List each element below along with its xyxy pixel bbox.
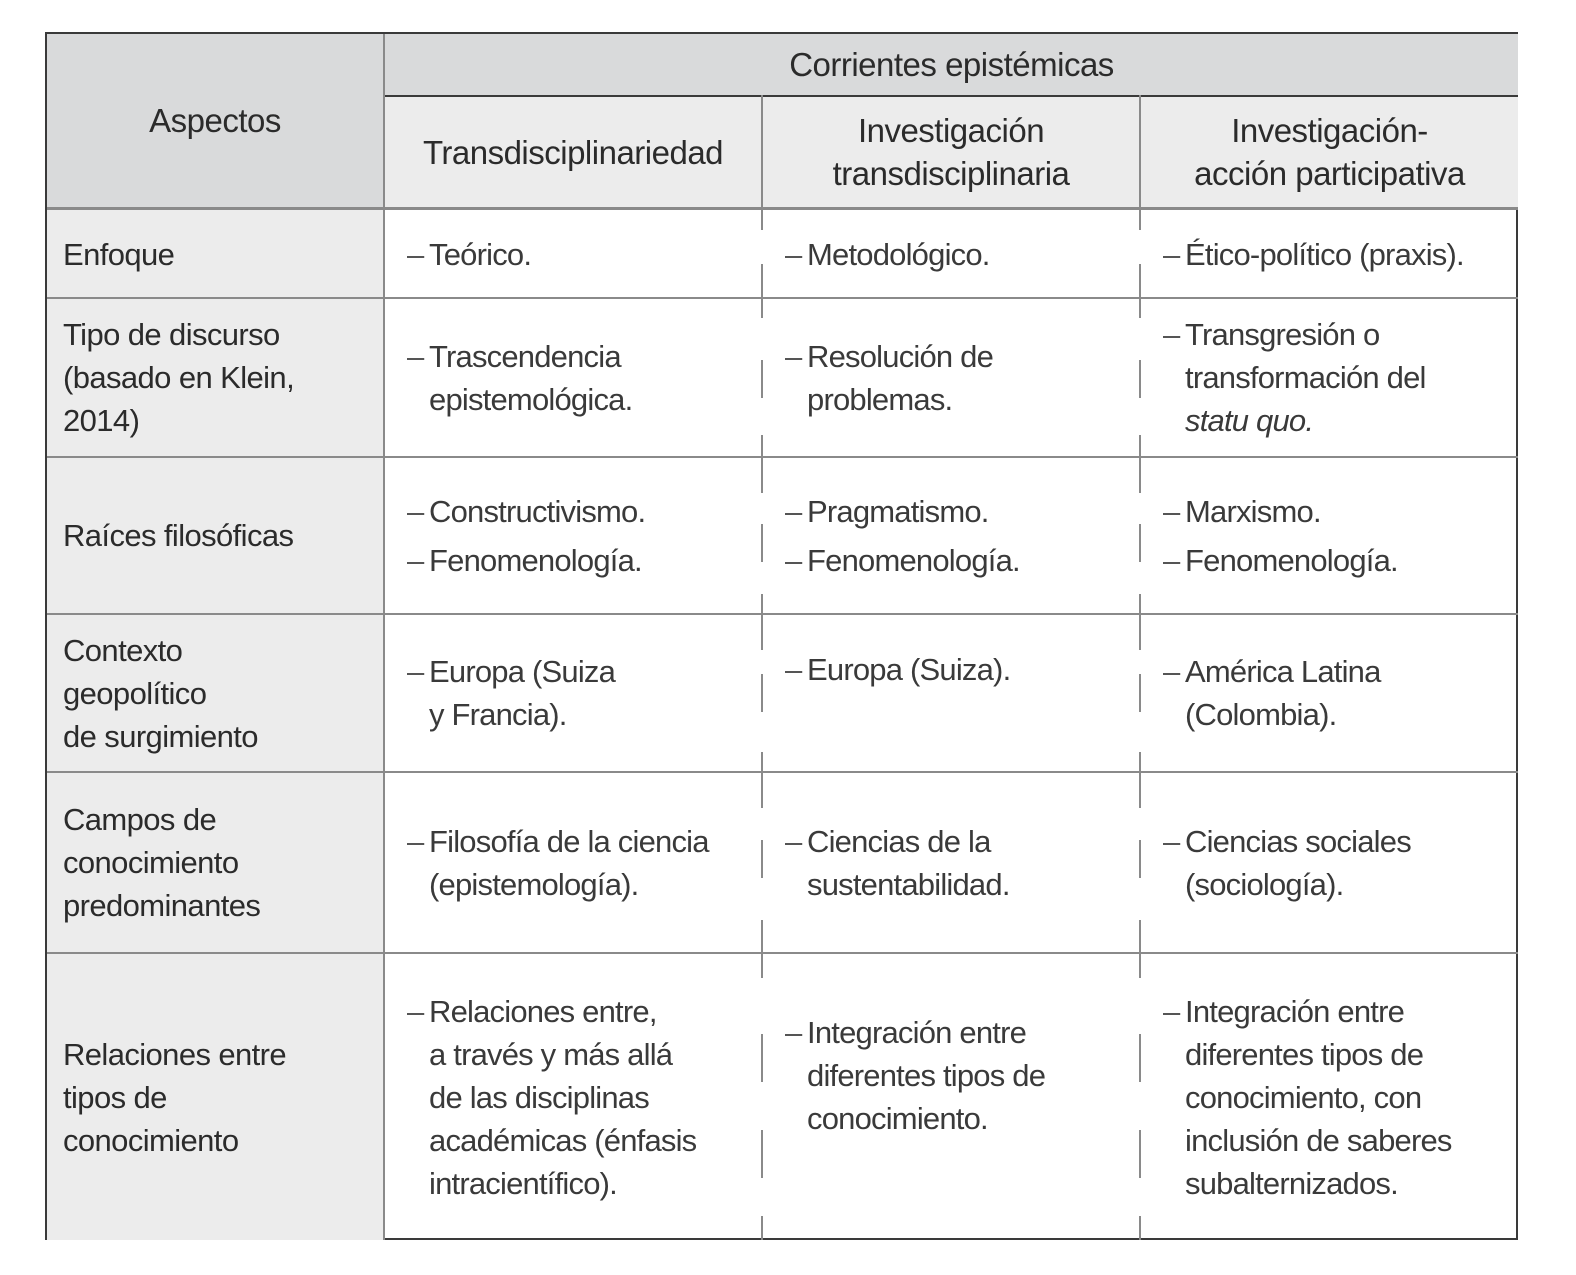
row-aspect-contexto (47, 615, 383, 771)
row-aspect-raices (47, 458, 383, 613)
aspect-label: Raíces filosóficas (63, 518, 294, 553)
aspect-label: Enfoque (63, 236, 175, 272)
cell-raices-iap (1141, 458, 1518, 613)
cell-enfoque-transdisciplinariedad (385, 210, 761, 298)
corner-header-cell (47, 34, 383, 207)
cell-campos-transdisciplinariedad (385, 773, 761, 952)
cell-enfoque-iap (1141, 210, 1518, 298)
column-header-transdisciplinariedad (385, 97, 761, 207)
list-item: – Filosofía de la ciencia (epistemología). (407, 820, 709, 906)
list-item: – Resolución de problemas. (785, 335, 993, 421)
cell-contexto-transdisciplinariedad (385, 615, 761, 771)
list-item: – Fenomenología. (1163, 539, 1398, 582)
aspect-label: geopolítico (63, 675, 207, 711)
list-item: – América Latina (Colombia). (1163, 650, 1381, 736)
aspect-label: predominantes (63, 888, 261, 923)
list-item: – Pragmatismo. (785, 490, 1020, 533)
aspect-label: tipos de (63, 1079, 167, 1115)
list-item: – Europa (Suiza). (785, 648, 1139, 691)
list-item: – Marxismo. (1163, 490, 1398, 533)
list-item: – Fenomenología. (785, 539, 1020, 582)
list-item: – Europa (Suiza y Francia). (407, 650, 615, 736)
aspect-label: 2014) (63, 403, 140, 438)
row-aspect-relaciones (47, 954, 383, 1240)
list-item: – Trascendencia epistemológica. (407, 335, 632, 421)
column-header-line: Investigación (857, 112, 1045, 149)
aspect-label: Tipo de discurso (63, 317, 280, 352)
aspect-label: Campos de (63, 802, 217, 837)
cell-campos-iap (1141, 773, 1518, 952)
aspect-label: conocimiento (63, 845, 239, 880)
list-item: – Ético-político (praxis). (1163, 233, 1464, 276)
list-item: – Relaciones entre, a través y más allá de las disciplinas académicas (énfasis intracientífico). (407, 990, 696, 1205)
row-aspect-campos (47, 773, 383, 952)
column-header-line: Investigación- (1231, 112, 1428, 149)
comparison-table (45, 32, 1518, 1240)
list-item: – Integración entre diferentes tipos de conocimiento, con inclusión de saberes subalternizados. (1163, 990, 1452, 1205)
cell-enfoque-investigacion (763, 210, 1139, 298)
column-header-line: Transdisciplinariedad (422, 133, 724, 171)
cell-relaciones-transdisciplinariedad (385, 954, 761, 1240)
list-item: – Fenomenología. (407, 539, 645, 582)
list-item: – Integración entre diferentes tipos de conocimiento. (785, 1011, 1139, 1140)
list-item: – Ciencias sociales (sociología). (1163, 820, 1411, 906)
cell-raices-investigacion (763, 458, 1139, 613)
cell-relaciones-investigacion (763, 954, 1139, 1240)
header-column-border-1 (761, 95, 763, 209)
cell-discurso-iap (1141, 299, 1518, 456)
cell-relaciones-iap (1141, 954, 1518, 1240)
aspect-label: (basado en Klein, (63, 360, 295, 395)
list-item: – Constructivismo. (407, 490, 645, 533)
cell-contexto-iap (1141, 615, 1518, 771)
list-item: – Transgresión o transformación del statu quo. (1163, 313, 1426, 442)
group-header-cell (385, 34, 1518, 95)
group-header-label: Corrientes epistémicas (789, 46, 1114, 83)
cell-raices-transdisciplinariedad (385, 458, 761, 613)
aspect-label: Contexto (63, 632, 183, 668)
list-item: – Metodológico. (785, 233, 990, 276)
list-item: – Teórico. (407, 233, 531, 276)
column-header-iap (1141, 97, 1518, 207)
row-aspect-tipo-discurso (47, 299, 383, 456)
cell-discurso-transdisciplinariedad (385, 299, 761, 456)
column-header-investigacion-transdisciplinaria (763, 97, 1139, 207)
column-header-line: acción participativa (1194, 155, 1465, 192)
cell-discurso-investigacion (763, 299, 1139, 456)
header-column-border-2 (1139, 95, 1141, 209)
aspect-label: de surgimiento (63, 718, 258, 754)
group-header-divider (385, 95, 1518, 97)
aspect-label: conocimiento (63, 1122, 239, 1158)
cell-contexto-investigacion (763, 615, 1139, 771)
list-item: – Ciencias de la sustentabilidad. (785, 820, 1010, 906)
corner-header-label: Aspectos (149, 102, 281, 139)
row-aspect-enfoque (47, 210, 383, 298)
italic-phrase: statu quo. (1185, 403, 1314, 438)
aspect-label: Relaciones entre (63, 1036, 287, 1072)
cell-campos-investigacion (763, 773, 1139, 952)
column-header-line: transdisciplinaria (832, 155, 1070, 192)
